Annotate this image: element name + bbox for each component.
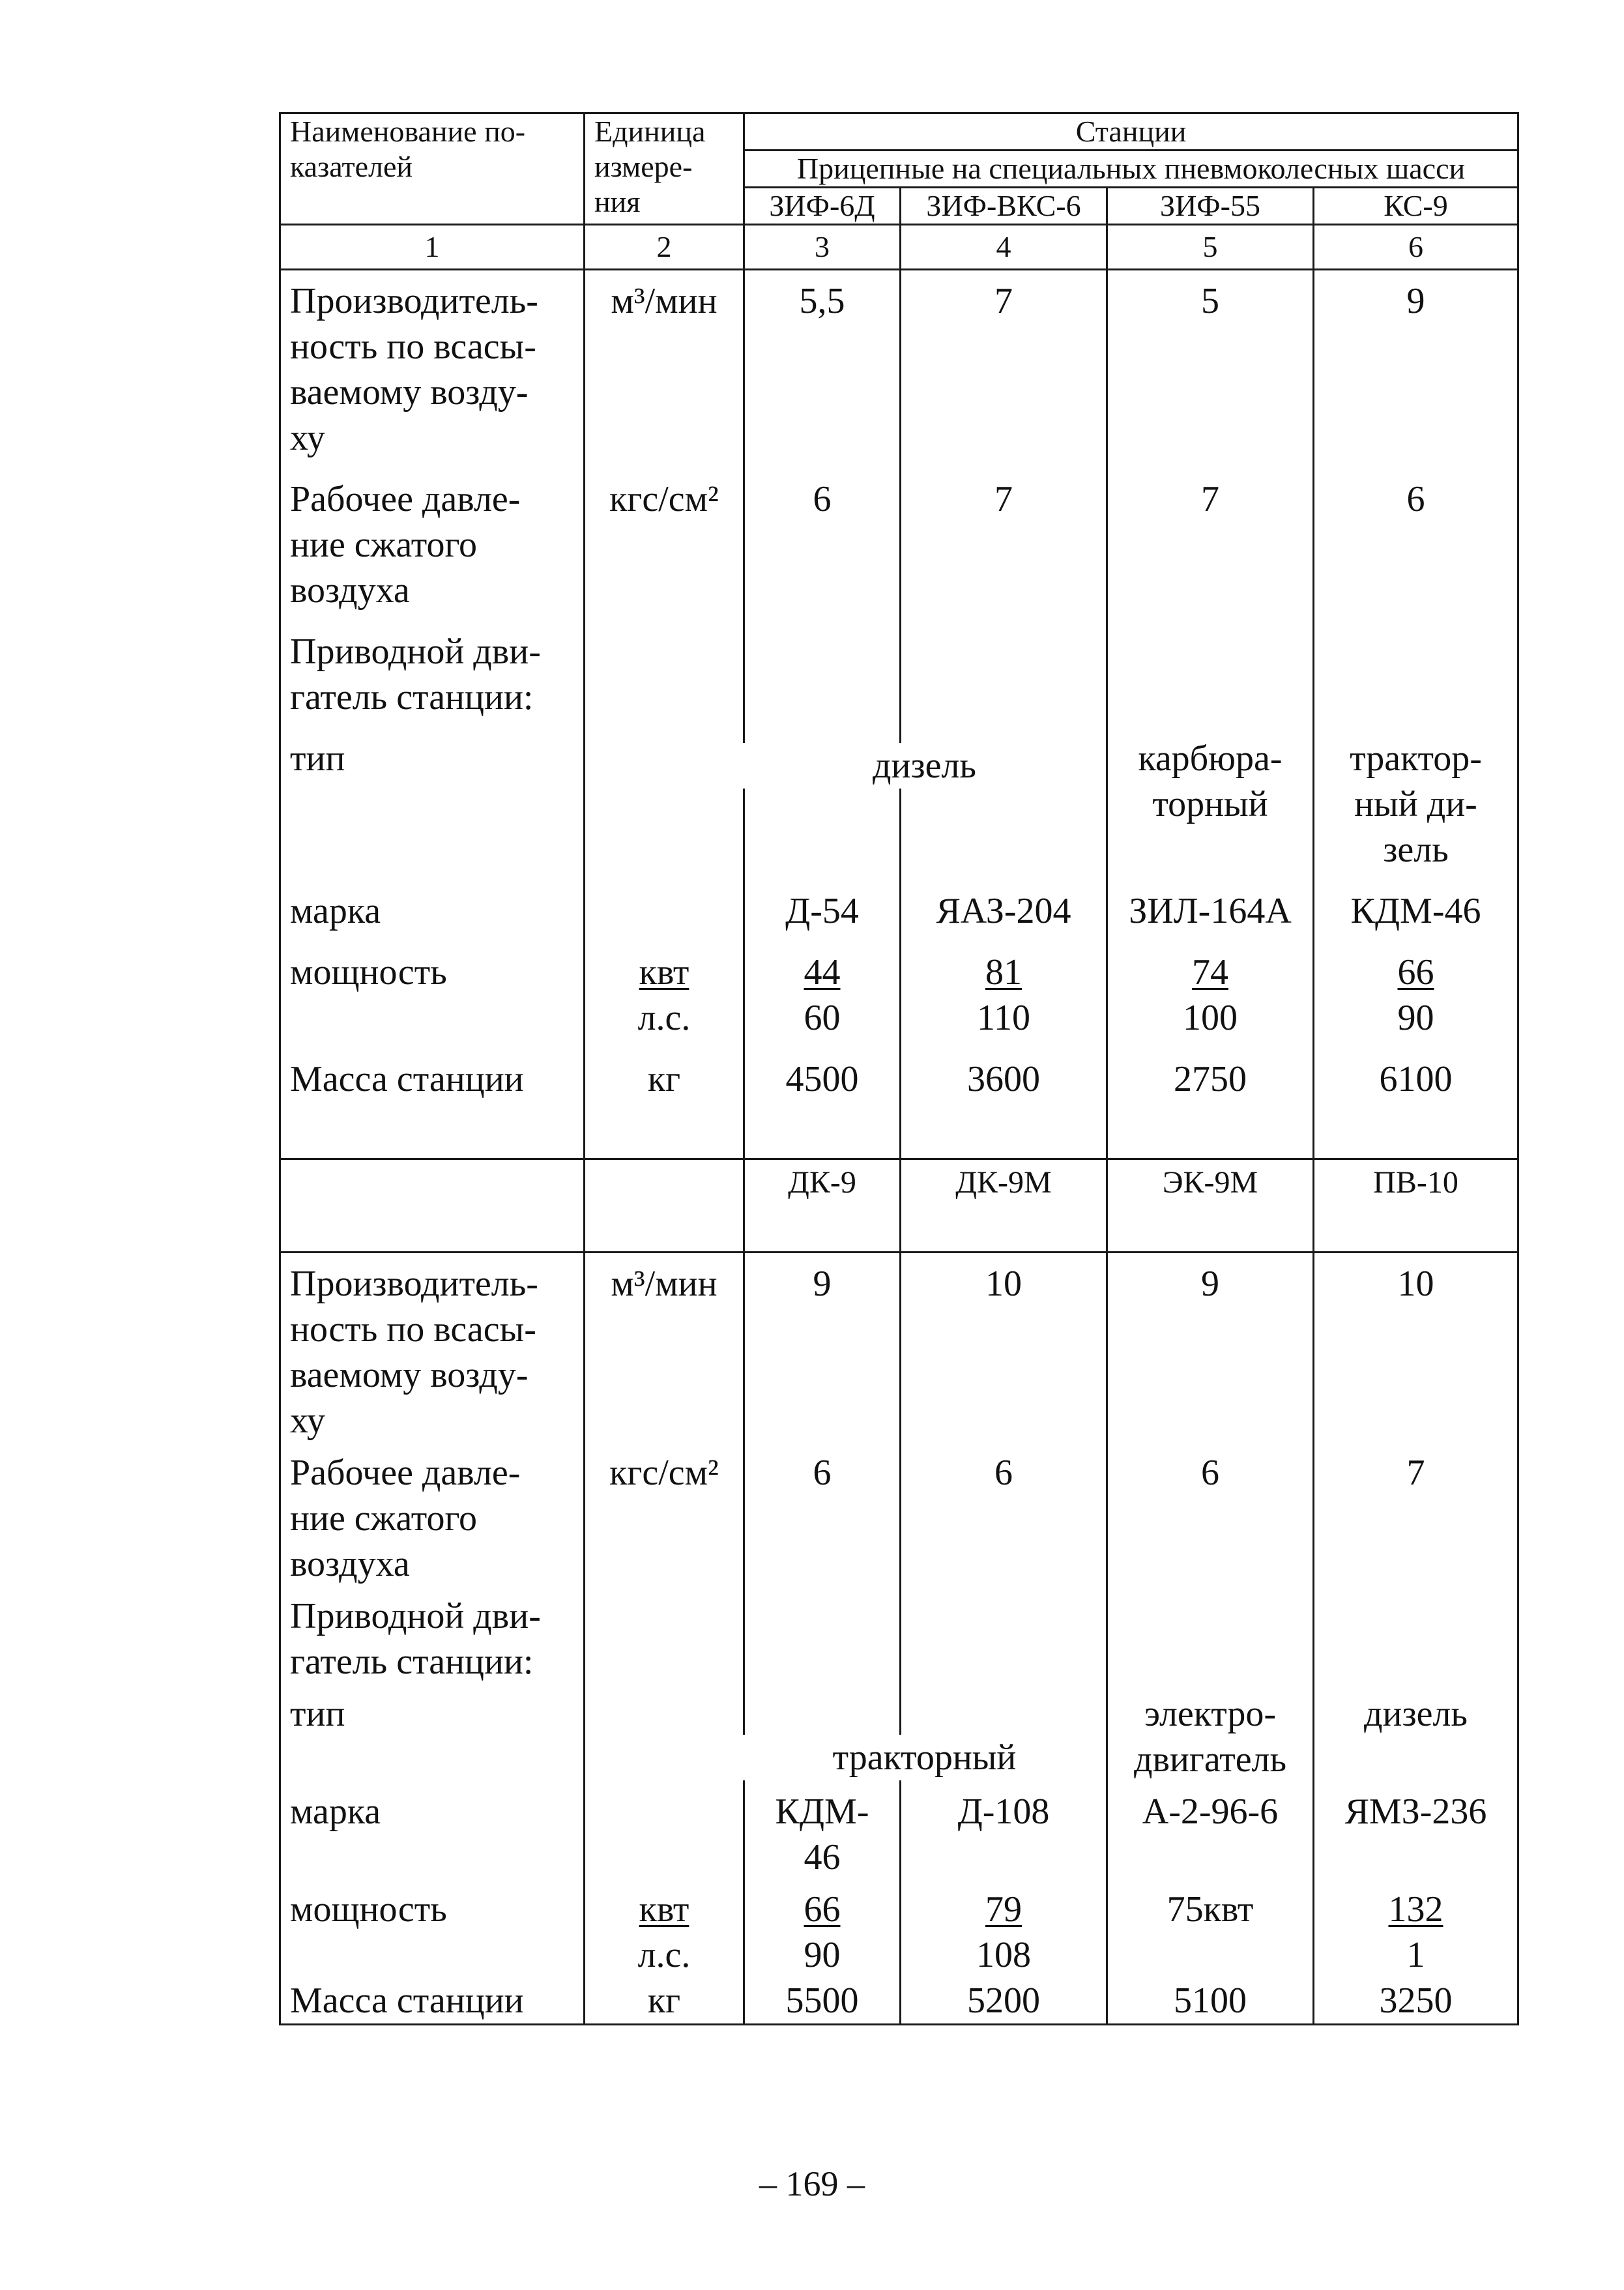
column-numbers-row: [280, 225, 1518, 270]
value-cell: 46: [804, 1837, 841, 1877]
row-label: ваемому возду-: [290, 372, 529, 413]
header-row-1: [280, 113, 1518, 151]
value-cell: 90: [804, 1935, 841, 1975]
unit-cell: л.с.: [637, 1935, 691, 1975]
row-label: Приводной дви-: [290, 631, 541, 672]
header-stations: Станции: [744, 113, 1518, 151]
header-unit-cell: [585, 113, 744, 225]
value-cell: КДМ-: [775, 1791, 869, 1832]
value-cell: 4500: [785, 1059, 859, 1099]
row-label: мощность: [290, 1889, 447, 1930]
row-label: Масса станции: [290, 1059, 524, 1099]
block2-units: [585, 1253, 744, 2025]
block2-labels: [280, 1253, 585, 2025]
value-cell: 3250: [1379, 1980, 1453, 2021]
value-cell: 9: [1201, 1264, 1219, 1304]
row-label: ху: [290, 1400, 325, 1441]
value-cell: 81: [985, 952, 1022, 993]
value-cell: 44: [804, 952, 841, 993]
row-label: Рабочее давле-: [290, 1453, 521, 1493]
value-cell: 10: [1397, 1264, 1434, 1304]
value-cell: 5: [1201, 281, 1219, 321]
row-label: марка: [290, 1791, 381, 1832]
value-cell: 6: [813, 479, 832, 519]
value-cell: торный: [1152, 784, 1268, 824]
row-label: ние сжатого: [290, 1498, 478, 1539]
column-number: 4: [901, 225, 1107, 270]
column-number: 5: [1107, 225, 1314, 270]
value-cell: 79: [985, 1889, 1022, 1930]
block2-model: ДК-9: [744, 1159, 901, 1253]
row-label: гатель станции:: [290, 677, 534, 717]
value-cell: 6: [994, 1453, 1013, 1493]
value-cell: 75квт: [1167, 1889, 1254, 1930]
value-cell: 66: [804, 1889, 841, 1930]
value-cell: ЗИЛ-164А: [1129, 891, 1292, 931]
block2-col4: [901, 1253, 1107, 2025]
value-cell: 7: [1201, 479, 1219, 519]
value-cell: ный ди-: [1354, 784, 1477, 824]
header-model: ЗИФ-6Д: [744, 188, 901, 225]
column-number: 1: [280, 225, 585, 270]
value-cell: 1: [1406, 1935, 1425, 1975]
unit-cell: кг: [647, 1059, 681, 1099]
value-cell: 2750: [1174, 1059, 1247, 1099]
block2-col5: [1107, 1253, 1314, 2025]
value-cell: 90: [1397, 998, 1434, 1038]
block1-body: [280, 270, 1518, 1159]
block2-col6: [1314, 1253, 1518, 2025]
unit-cell: м³/мин: [611, 281, 718, 321]
block2-model-row: [280, 1159, 1518, 1253]
value-cell: 5100: [1174, 1980, 1247, 2021]
value-cell: 6: [813, 1453, 832, 1493]
unit-cell: кг: [647, 1980, 681, 2021]
value-cell: 108: [976, 1935, 1031, 1975]
block2-type-tractor: тракторный: [743, 1735, 1106, 1780]
block2-body: [280, 1253, 1518, 2025]
row-label: гатель станции:: [290, 1642, 534, 1682]
row-label: Масса станции: [290, 1980, 524, 2021]
header-name-line2: казателей: [290, 150, 413, 183]
row-label: воздуха: [290, 570, 410, 611]
value-cell: 74: [1192, 952, 1228, 993]
row-label: ние сжатого: [290, 525, 478, 565]
block2-model: ДК-9М: [901, 1159, 1107, 1253]
block1-labels: [280, 270, 585, 1159]
row-label: мощность: [290, 952, 447, 993]
row-label: Рабочее давле-: [290, 479, 521, 519]
unit-cell: квт: [639, 952, 689, 993]
value-cell: ЯМЗ-236: [1344, 1791, 1487, 1832]
value-cell: электро-: [1144, 1694, 1277, 1734]
value-cell: 3600: [967, 1059, 1040, 1099]
row-label: Приводной дви-: [290, 1596, 541, 1636]
unit-cell: м³/мин: [611, 1264, 718, 1304]
column-number: 6: [1314, 225, 1518, 270]
value-cell: 60: [804, 998, 841, 1038]
value-cell: 100: [1183, 998, 1238, 1038]
value-cell: А-2-96-6: [1142, 1791, 1279, 1832]
value-cell: Д-54: [785, 891, 859, 931]
header-name-cell: [280, 113, 585, 225]
row-label: воздуха: [290, 1544, 410, 1584]
header-unit-line2: измере-: [594, 150, 693, 183]
header-model: ЗИФ-55: [1107, 188, 1314, 225]
value-cell: КДМ-46: [1350, 891, 1481, 931]
block1-type-diesel: дизель: [743, 743, 1106, 789]
header-model: ЗИФ-ВКС-6: [901, 188, 1107, 225]
value-cell: 5200: [967, 1980, 1040, 2021]
value-cell: 9: [813, 1264, 832, 1304]
block1-col5: [1107, 270, 1314, 1159]
column-number: 3: [744, 225, 901, 270]
value-cell: 5500: [785, 1980, 859, 2021]
value-cell: 7: [1406, 1453, 1425, 1493]
header-unit-line1: Единица: [594, 115, 706, 148]
header-model: КС-9: [1314, 188, 1518, 225]
row-label: Производитель-: [290, 1264, 538, 1304]
value-cell: 5,5: [799, 281, 845, 321]
row-label: ность по всасы-: [290, 1309, 536, 1350]
value-cell: 6: [1406, 479, 1425, 519]
row-label: Производитель-: [290, 281, 538, 321]
header-trailer: Прицепные на специальных пневмоколесных шасси: [744, 151, 1518, 188]
unit-cell: кгс/см²: [609, 479, 719, 519]
row-label: тип: [290, 738, 345, 779]
header-unit-line3: ния: [594, 185, 641, 218]
value-cell: 6: [1201, 1453, 1219, 1493]
row-label: ваемому возду-: [290, 1355, 529, 1395]
value-cell: ЯАЗ-204: [936, 891, 1071, 931]
value-cell: 132: [1388, 1889, 1443, 1930]
row-label: ху: [290, 418, 325, 458]
value-cell: 66: [1397, 952, 1434, 993]
value-cell: Д-108: [957, 1791, 1050, 1832]
row-label: ность по всасы-: [290, 326, 536, 367]
row-label: марка: [290, 891, 381, 931]
value-cell: 9: [1406, 281, 1425, 321]
value-cell: 7: [994, 281, 1013, 321]
page-number: – 169 –: [759, 2164, 865, 2203]
value-cell: 10: [985, 1264, 1022, 1304]
value-cell: трактор-: [1350, 738, 1482, 779]
value-cell: карбюра-: [1138, 738, 1283, 779]
column-number: 2: [585, 225, 744, 270]
block2-col3: [744, 1253, 901, 2025]
block2-model: ЭК-9М: [1107, 1159, 1314, 1253]
block2-model: ПВ-10: [1314, 1159, 1518, 1253]
unit-cell: квт: [639, 1889, 689, 1930]
unit-cell: л.с.: [637, 998, 691, 1038]
value-cell: двигатель: [1133, 1739, 1287, 1780]
value-cell: дизель: [1364, 1694, 1468, 1734]
header-name-line1: Наименование по-: [290, 115, 526, 148]
block1-col4: [901, 270, 1107, 1159]
value-cell: зель: [1383, 830, 1449, 870]
value-cell: 6100: [1379, 1059, 1453, 1099]
unit-cell: кгс/см²: [609, 1453, 719, 1493]
block1-units: [585, 270, 744, 1159]
row-label: тип: [290, 1694, 345, 1734]
block1-col6: [1314, 270, 1518, 1159]
value-cell: 110: [977, 998, 1030, 1038]
block1-col3: [744, 270, 901, 1159]
value-cell: [1117, 1932, 1303, 1978]
value-cell: 7: [994, 479, 1013, 519]
